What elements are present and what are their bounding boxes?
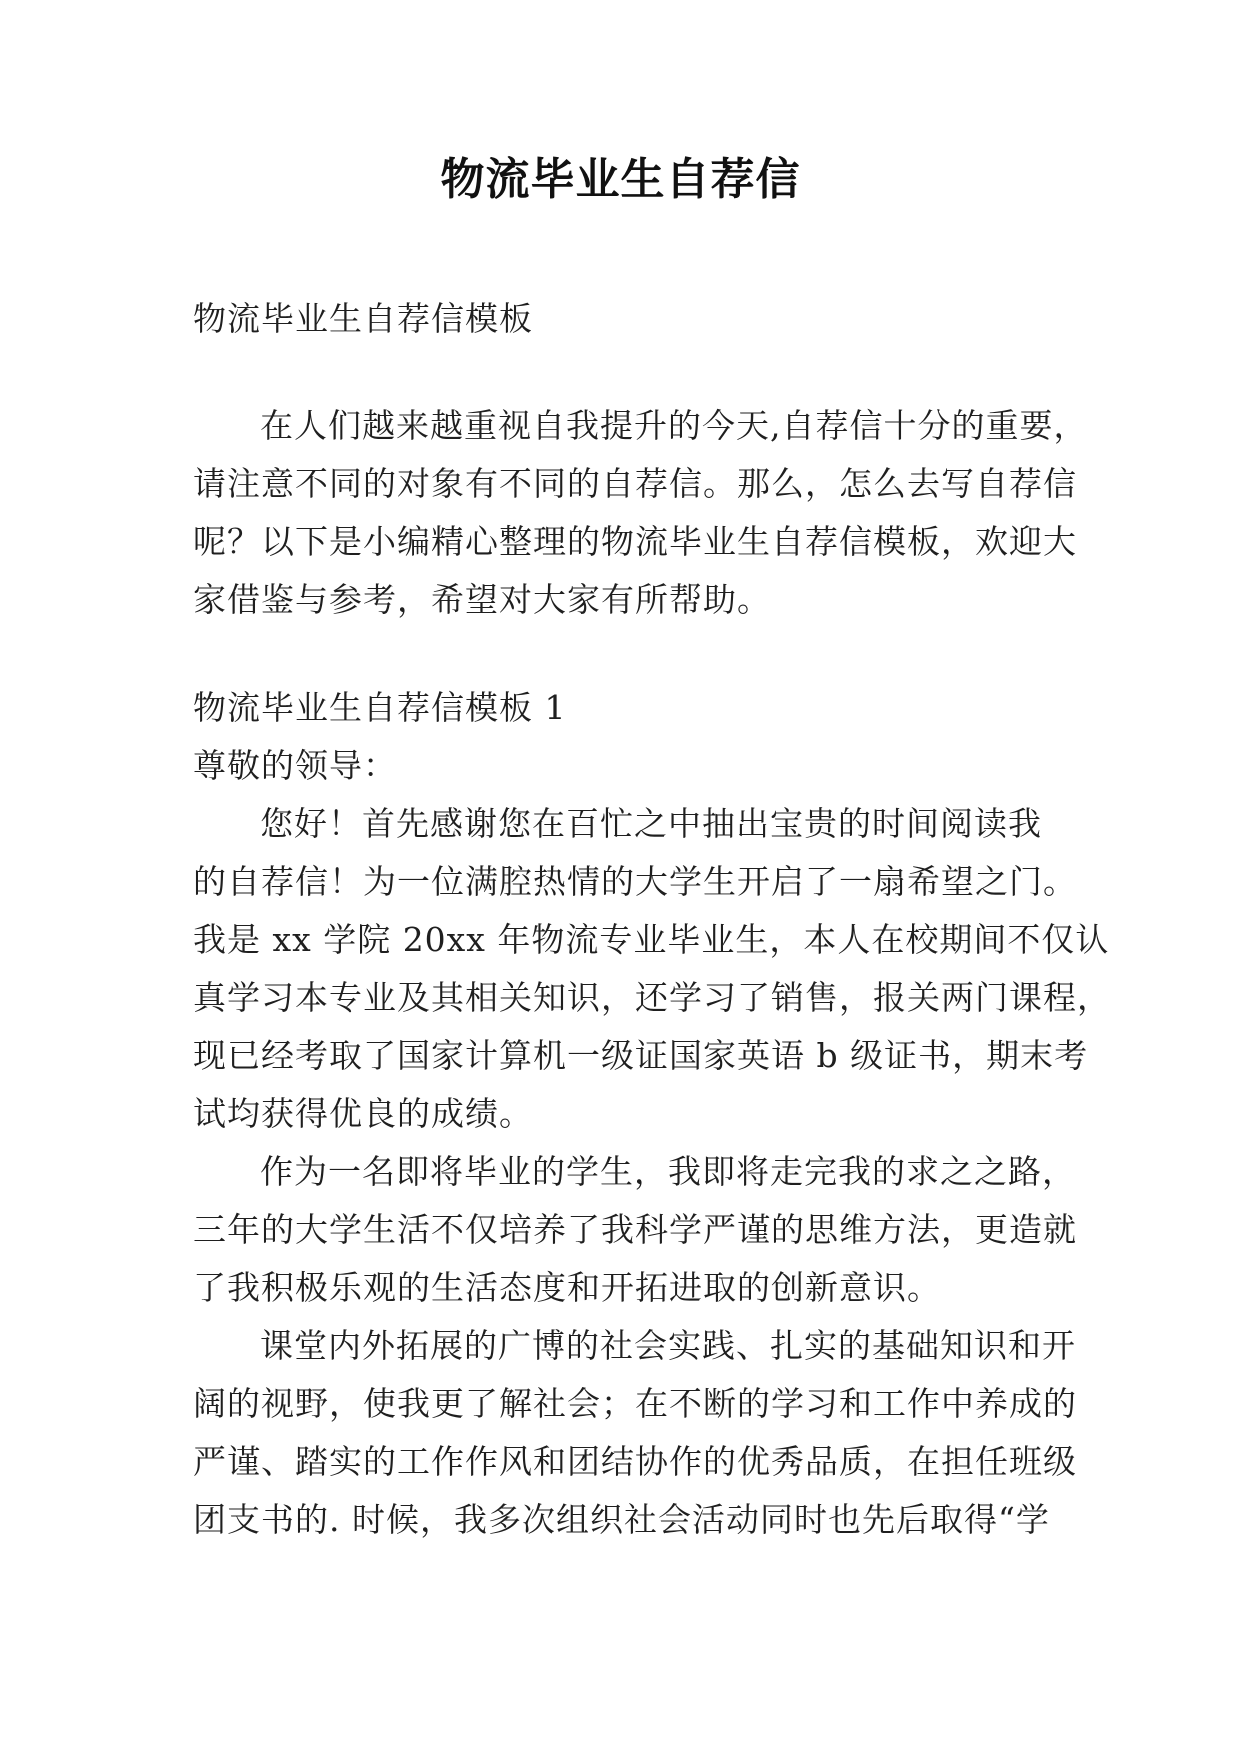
- body-paragraph-line: 作为一名即将毕业的学生，我即将走完我的求之之路，: [260, 1152, 1076, 1191]
- body-paragraph-line: 试均获得优良的成绩。: [193, 1094, 533, 1133]
- document-title: 物流毕业生自荐信: [440, 154, 801, 205]
- body-paragraph-line: 我是 xx 学院 20xx 年物流专业毕业生，本人在校期间不仅认: [193, 920, 1110, 959]
- body-paragraph-line: 了我积极乐观的生活态度和开拓进取的创新意识。: [193, 1268, 941, 1307]
- salutation: 尊敬的领导：: [193, 746, 397, 785]
- body-paragraph-line: 的自荐信！为一位满腔热情的大学生开启了一扇希望之门。: [193, 862, 1077, 901]
- intro-paragraph-line: 家借鉴与参考，希望对大家有所帮助。: [193, 580, 771, 619]
- intro-paragraph-line: 在人们越来越重视自我提升的今天,自荐信十分的重要，: [260, 406, 1088, 445]
- body-paragraph-line: 您好！首先感谢您在百忙之中抽出宝贵的时间阅读我: [260, 804, 1042, 843]
- body-paragraph-line: 课堂内外拓展的广博的社会实践、扎实的基础知识和开: [260, 1326, 1076, 1365]
- body-paragraph-line: 真学习本专业及其相关知识，还学习了销售，报关两门课程，: [193, 978, 1111, 1017]
- section-heading-template-1: 物流毕业生自荐信模板 1: [193, 688, 567, 727]
- body-paragraph-line: 严谨、踏实的工作作风和团结协作的优秀品质，在担任班级: [193, 1442, 1077, 1481]
- body-paragraph-line: 现已经考取了国家计算机一级证国家英语 b 级证书，期末考: [193, 1036, 1089, 1075]
- intro-paragraph-line: 请注意不同的对象有不同的自荐信。那么，怎么去写自荐信: [193, 464, 1077, 503]
- body-paragraph-line: 阔的视野，使我更了解社会；在不断的学习和工作中养成的: [193, 1384, 1077, 1423]
- intro-paragraph-line: 呢？以下是小编精心整理的物流毕业生自荐信模板，欢迎大: [193, 522, 1077, 561]
- body-paragraph-line: 团支书的. 时候，我多次组织社会活动同时也先后取得“学: [193, 1500, 1050, 1539]
- body-paragraph-line: 三年的大学生活不仅培养了我科学严谨的思维方法，更造就: [193, 1210, 1077, 1249]
- section-heading-template: 物流毕业生自荐信模板: [193, 299, 533, 338]
